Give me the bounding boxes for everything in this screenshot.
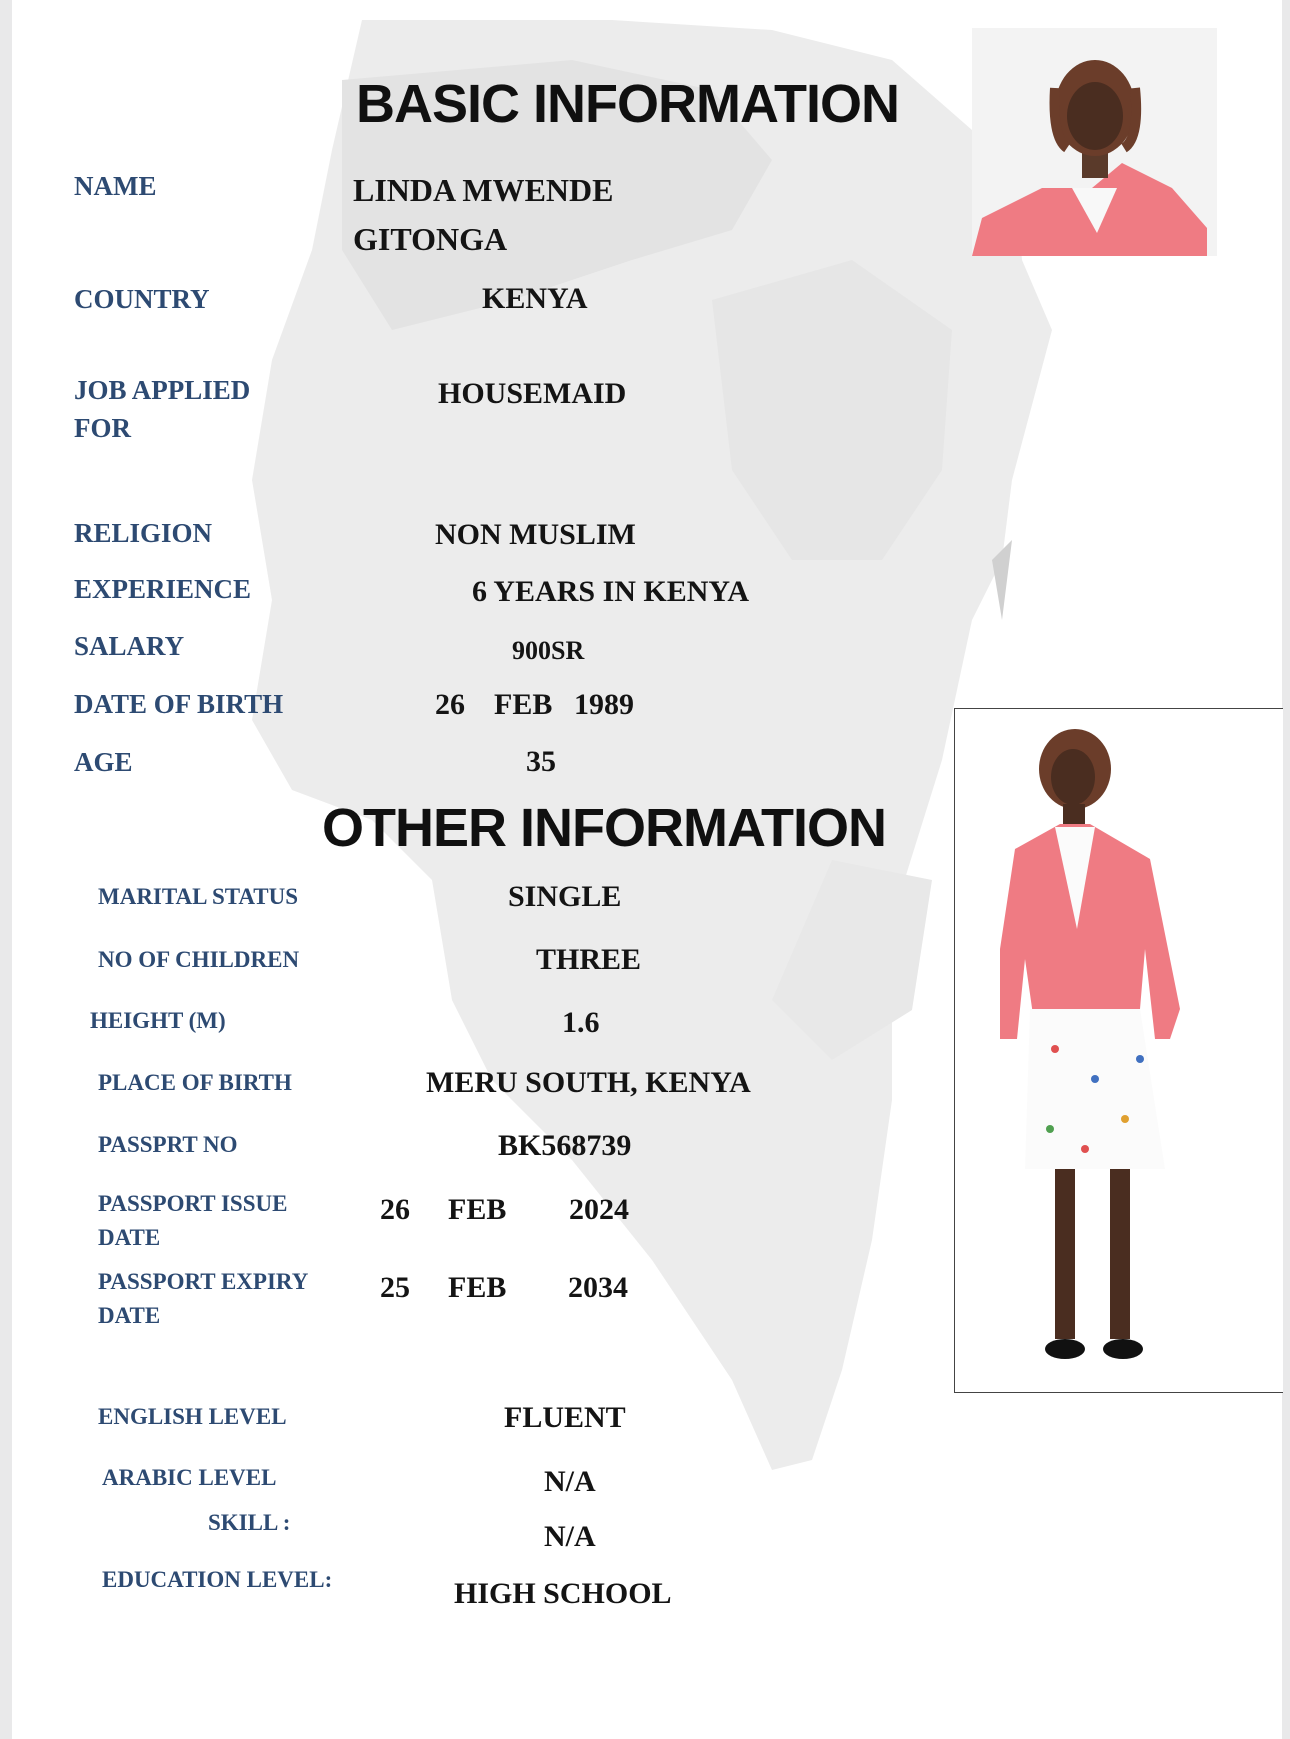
children-label: NO OF CHILDREN: [98, 947, 300, 972]
headshot-illustration: [972, 28, 1217, 256]
name-value-line1: LINDA MWENDE: [353, 172, 614, 208]
education-label: EDUCATION LEVEL:: [102, 1567, 333, 1592]
experience-value: 6 YEARS IN KENYA: [472, 575, 750, 608]
issue-label-line1: PASSPORT ISSUE: [98, 1191, 288, 1216]
expiry-year: 2034: [568, 1271, 628, 1304]
passport-label: PASSPRT NO: [98, 1132, 238, 1157]
age-value: 35: [526, 745, 556, 778]
religion-label: RELIGION: [74, 518, 213, 548]
pob-value: MERU SOUTH, KENYA: [426, 1066, 751, 1099]
other-info-heading: OTHER INFORMATION: [322, 798, 886, 858]
english-label: ENGLISH LEVEL: [98, 1404, 287, 1429]
country-label: COUNTRY: [74, 284, 210, 314]
skill-value: N/A: [544, 1520, 596, 1553]
issue-day: 26: [380, 1193, 410, 1226]
dob-day: 26: [435, 688, 465, 721]
arabic-value: N/A: [544, 1465, 596, 1498]
headshot-photo: [972, 28, 1217, 256]
dob-year: 1989: [574, 688, 634, 721]
issue-label-line2: DATE: [98, 1225, 161, 1250]
education-value: HIGH SCHOOL: [454, 1577, 672, 1610]
age-label: AGE: [74, 747, 133, 777]
job-label-line2: FOR: [74, 413, 131, 443]
issue-month: FEB: [448, 1193, 507, 1226]
salary-label: SALARY: [74, 631, 185, 661]
height-label: HEIGHT (M): [90, 1008, 226, 1033]
marital-label: MARITAL STATUS: [98, 884, 299, 909]
marital-value: SINGLE: [508, 880, 622, 913]
name-label: NAME: [74, 171, 157, 201]
height-value: 1.6: [562, 1006, 600, 1039]
dob-month: FEB: [494, 688, 553, 721]
religion-value: NON MUSLIM: [435, 518, 636, 551]
full-length-photo: [954, 708, 1283, 1393]
expiry-label-line2: DATE: [98, 1303, 161, 1328]
job-label-line1: JOB APPLIED: [74, 375, 251, 405]
english-value: FLUENT: [504, 1401, 626, 1434]
basic-info-heading: BASIC INFORMATION: [356, 74, 899, 134]
issue-year: 2024: [569, 1193, 629, 1226]
job-value: HOUSEMAID: [438, 377, 627, 410]
dob-label: DATE OF BIRTH: [74, 689, 284, 719]
expiry-month: FEB: [448, 1271, 507, 1304]
full-length-illustration: [955, 709, 1283, 1392]
passport-value: BK568739: [498, 1129, 632, 1162]
arabic-label: ARABIC LEVEL: [102, 1465, 277, 1490]
name-value-line2: GITONGA: [353, 221, 508, 257]
salary-value: 900SR: [512, 636, 585, 665]
expiry-day: 25: [380, 1271, 410, 1304]
pob-label: PLACE OF BIRTH: [98, 1070, 292, 1095]
cv-page: [12, 0, 1282, 1739]
skill-label: SKILL :: [208, 1510, 291, 1535]
country-value: KENYA: [482, 282, 588, 315]
children-value: THREE: [536, 943, 642, 976]
experience-label: EXPERIENCE: [74, 574, 252, 604]
expiry-label-line1: PASSPORT EXPIRY: [98, 1269, 309, 1294]
